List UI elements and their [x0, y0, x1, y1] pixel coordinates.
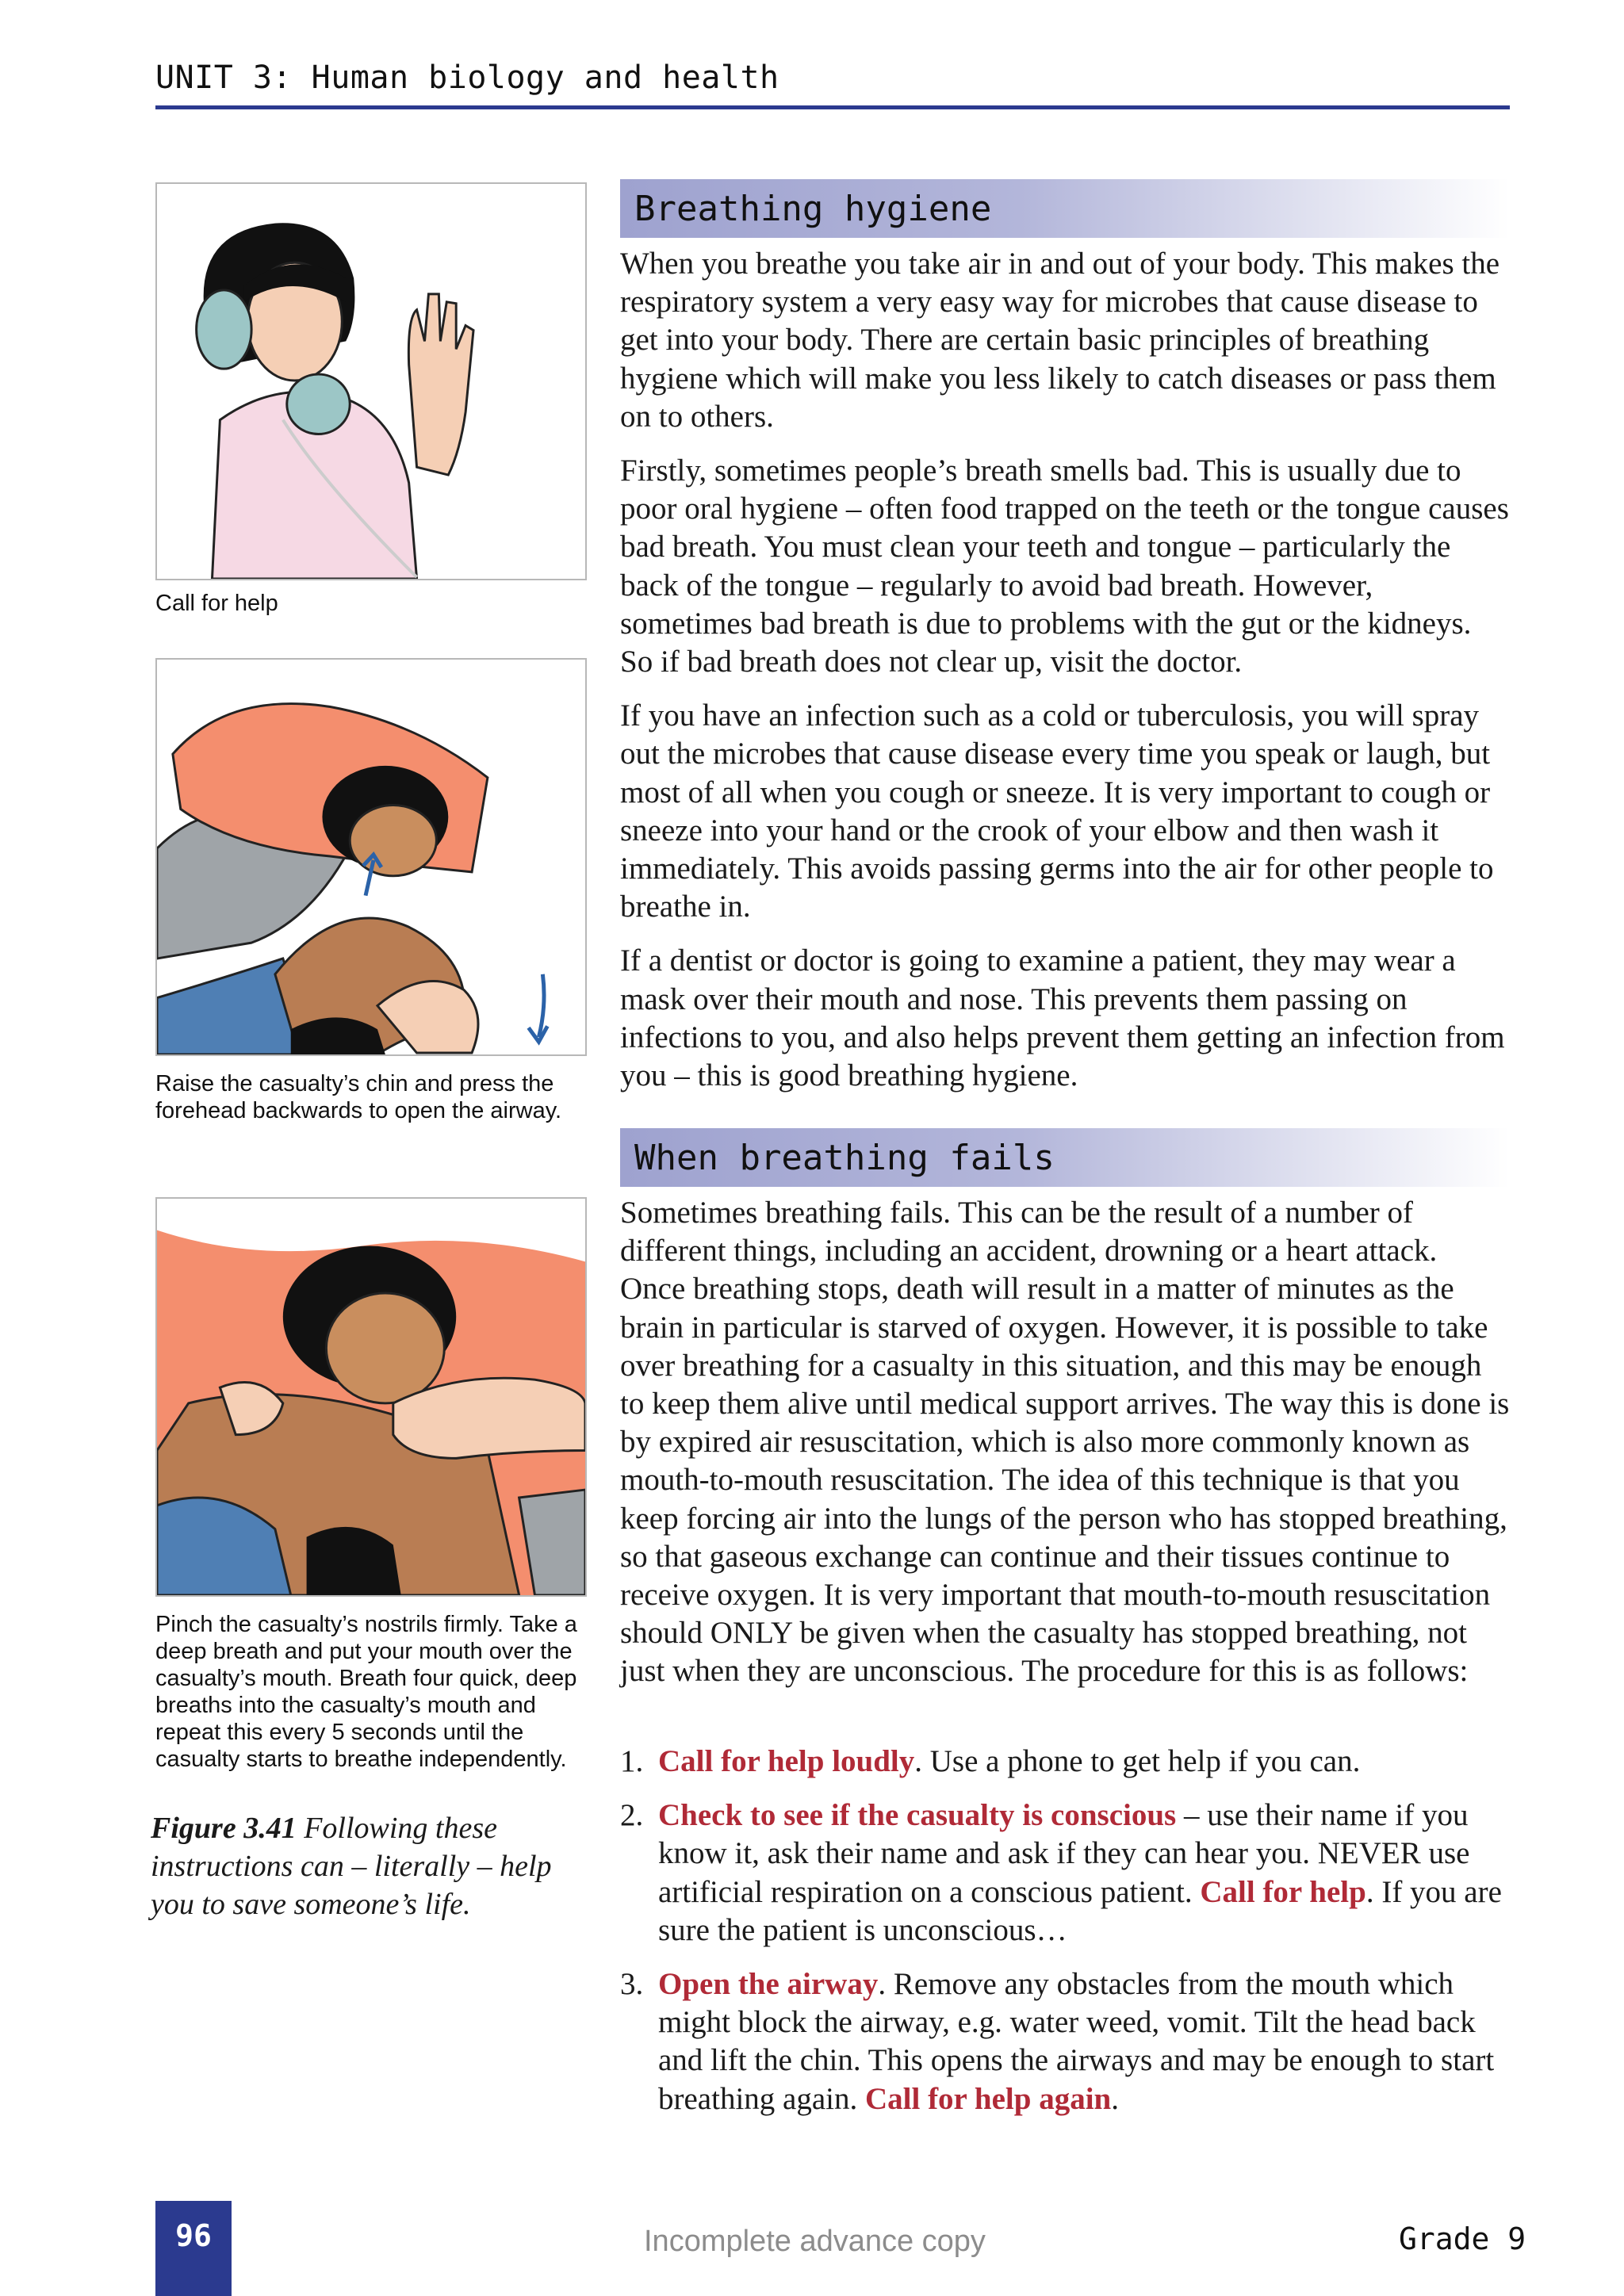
list-item [620, 1965, 1516, 2118]
section-heading-breathing-hygiene [620, 179, 1510, 238]
step-highlight: Call for help [1200, 1874, 1366, 1909]
figure-label: Figure 3.41 [151, 1812, 297, 1845]
unit-title: UNIT 3: Human biology and health [155, 59, 779, 96]
section-title-when-breathing-fails: When breathing fails [634, 1138, 1055, 1178]
paragraph: If you have an infection such as a cold or tuberculosis, you will spray out the microbes that cause disease every time you speak or laugh, but most of all when you cough or sneeze. It is very important to cough or sneeze into your hand or the crook of your elbow and then wash it immediately. This avoids passing germs into the air for other people to breathe in. [620, 698, 1494, 924]
procedure-steps [620, 1743, 1516, 2134]
figure-call-for-help [155, 182, 587, 580]
mouth-to-mouth-illustration [157, 1199, 585, 1595]
list-item [620, 1743, 1516, 1781]
step-number: 2. [620, 1798, 644, 1833]
figure-caption-mouth-to-mouth: Pinch the casualty’s nostrils firmly. Take a deep breath and put your mouth over the casualty’s mouth. Breath four quick, deep breaths into the casualty’s mouth and repeat this every 5 seconds until the casualty starts to breathe independently. [155, 1612, 577, 1772]
step-text: . Remove any obstacles from the mouth which might block the airway, e.g. water weed, vomit. Tilt the head back and lift the chin. This opens the airways and may be enough to start breathing again. [658, 1967, 1495, 2116]
figure-caption-open-airway: Raise the casualty’s chin and press the forehead backwards to open the airway. [155, 1071, 562, 1123]
section-heading-when-breathing-fails [620, 1128, 1510, 1187]
paragraph: When you breathe you take air in and out of your body. This makes the respiratory system a very easy way for microbes that cause disease to get into your body. There are certain basic principles of breathing hygiene which will make you less likely to catch diseases or pass them on to others. [620, 247, 1500, 434]
call-for-help-illustration [157, 184, 585, 579]
step-highlight: Call for help again [864, 2081, 1112, 2116]
step-text: . [1111, 2081, 1119, 2116]
list-item [620, 1797, 1516, 1950]
footer-note: Incomplete advance copy [644, 2225, 986, 2258]
page-number: 96 [175, 2218, 212, 2253]
figure-open-airway [155, 658, 587, 1056]
figure-caption-text: Following these instructions can – literally – help you to save someone’s life. [151, 1812, 552, 1921]
step-number: 1. [620, 1744, 644, 1778]
open-airway-illustration [157, 660, 585, 1054]
page-number-badge [155, 2201, 232, 2296]
step-text: . Use a phone to get help if you can. [914, 1744, 1361, 1778]
step-highlight: Open the airway [658, 1967, 879, 2002]
step-highlight: Check to see if the casualty is conscious [658, 1798, 1177, 1833]
section-body-breathing-hygiene [620, 245, 1510, 1111]
step-text: – use their name if you know it, ask their name and ask if they can hear you. NEVER use artificial respiration on a conscious patient. [658, 1798, 1470, 1909]
grade-label: Grade 9 [1399, 2221, 1526, 2256]
figure-mouth-to-mouth [155, 1197, 587, 1597]
step-highlight: Call for help loudly [658, 1744, 915, 1778]
figure-caption-call-for-help: Call for help [155, 591, 278, 616]
step-text: . If you are sure the patient is unconscious… [658, 1874, 1502, 1947]
section-title-breathing-hygiene: Breathing hygiene [634, 189, 992, 229]
paragraph: If a dentist or doctor is going to examine a patient, they may wear a mask over their mouth and nose. This prevents them passing on infections to you, and also helps prevent them getting an infection from you – this is good breathing hygiene. [620, 943, 1505, 1093]
figure-caption [151, 1809, 595, 1923]
paragraph: Sometimes breathing fails. This can be the result of a number of different things, including an accident, drowning or a heart attack. Once breathing stops, death will result in a matter of minutes as the brain in particular is starved of oxygen. However, it is possible to take over breathing for a casualty in this situation, and this may be enough to keep them alive until medical support arrives. The way this is done is by expired air resuscitation, which is also more commonly known as mouth-to-mouth resuscitation. The idea of this technique is that you keep forcing air into the lungs of the person who has stopped breathing, so that gaseous exchange can continue and their tissues continue to receive oxygen. It is very important that mouth-to-mouth resuscitation should ONLY be given when the casualty has stopped breathing, not just when they are unconscious. The procedure for this is as follows: [620, 1196, 1510, 1689]
step-number: 3. [620, 1967, 644, 2002]
paragraph: Firstly, sometimes people’s breath smells bad. This is usually due to poor oral hygiene – often food trapped on the teeth or the tongue causes bad breath. You must clean your teeth and tongue – particularly the back of the tongue – regularly to avoid bad breath. However, sometimes bad breath is due to problems with the gut or the kidneys. So if bad breath does not clear up, visit the doctor. [620, 453, 1509, 679]
unit-header [155, 57, 1510, 109]
section-body-when-breathing-fails [620, 1194, 1510, 1707]
